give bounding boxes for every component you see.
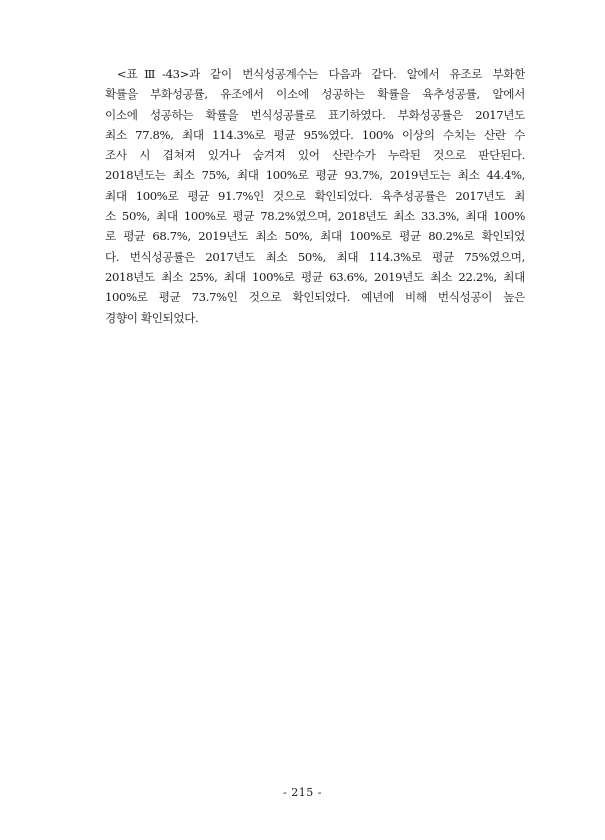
- paragraph-line-6: 2018년도는 최소 75%, 최대 100%로 평균 93.7%, 2019년도는 최소 44.4%,: [105, 168, 525, 183]
- paragraph-line-12: 100%로 평균 73.7%인 것으로 확인되었다. 예년에 비해 번식성공이 높은: [105, 290, 525, 305]
- paragraph-line-8: 소 50%, 최대 100%로 평균 78.2%였으며, 2018년도 최소 33.3%, 최대 100%: [105, 209, 525, 224]
- body-paragraph: [105, 64, 525, 328]
- paragraph-line-3: 이소에 성공하는 확률을 번식성공률로 표기하였다. 부화성공률은 2017년도: [105, 107, 525, 122]
- paragraph-line-4: 최소 77.8%, 최대 114.3%로 평균 95%였다. 100% 이상의 수치는 산란 수: [105, 127, 525, 142]
- page-number: - 215 -: [283, 786, 322, 799]
- paragraph-line-7: 최대 100%로 평균 91.7%인 것으로 확인되었다. 육추성공률은 2017년도 최: [105, 188, 525, 203]
- paragraph-line-9: 로 평균 68.7%, 2019년도 최소 50%, 최대 100%로 평균 80.2%로 확인되었: [105, 229, 525, 244]
- paragraph-line-2: 확률을 부화성공률, 유조에서 이소에 성공하는 확률을 육추성공률, 알에서: [105, 87, 525, 102]
- paragraph-line-11: 2018년도 최소 25%, 최대 100%로 평균 63.6%, 2019년도 최소 22.2%, 최대: [105, 269, 525, 284]
- paragraph-line-10: 다. 번식성공률은 2017년도 최소 50%, 최대 114.3%로 평균 75%였으며,: [105, 249, 525, 264]
- paragraph-line-5: 조사 시 겹쳐져 있거나 숨겨져 있어 산란수가 누락된 것으로 판단된다.: [105, 148, 525, 163]
- paragraph-line-13: 경향이 확인되었다.: [105, 310, 199, 325]
- paragraph-line-1: <표Ⅲ-43>과 같이 번식성공계수는 다음과 같다. 알에서 유조로 부화한: [117, 67, 525, 81]
